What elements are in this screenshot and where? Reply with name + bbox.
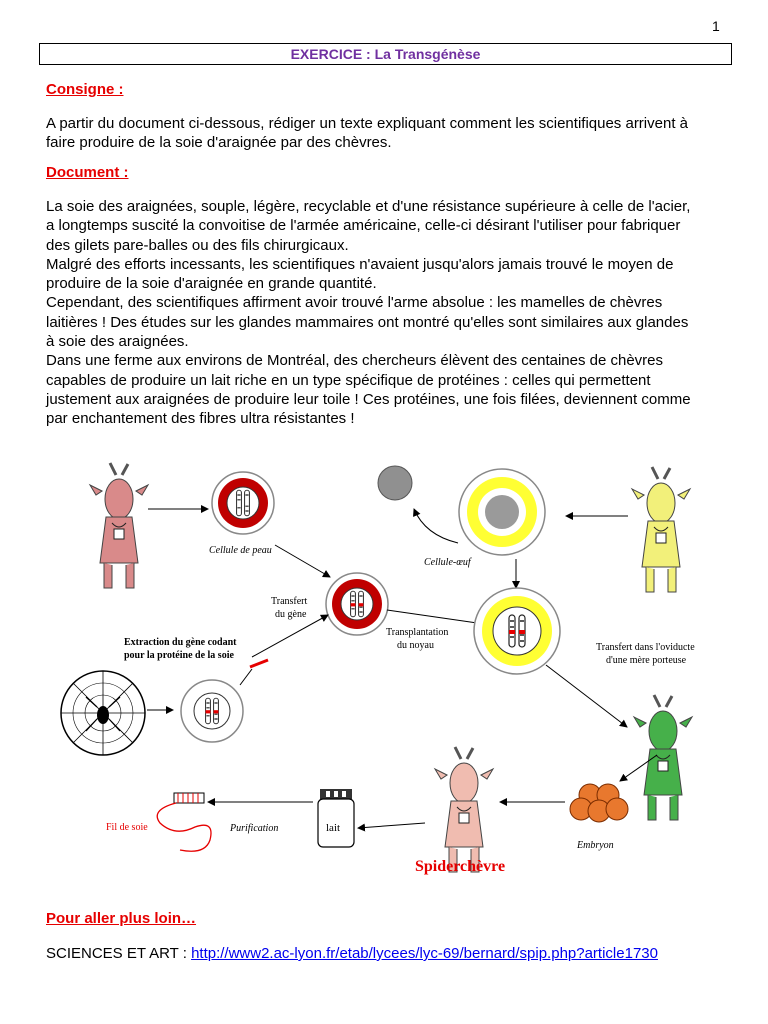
removed-nucleus: [378, 466, 412, 500]
gene-transfer-cell: [326, 573, 388, 635]
milk-bottle: [318, 789, 354, 847]
silk-thread-label: Fil de soie: [106, 822, 148, 833]
text-line: A partir du document ci-dessous, rédiger un texte expliquant comment les scientifiques arrivent à: [46, 115, 688, 132]
text-line: La soie des araignées, souple, légère, recyclable et d'une résistance supérieure à celle de l'acier,: [46, 198, 691, 215]
further-heading: Pour aller plus loin…: [46, 910, 197, 927]
text-line: a longtemps suscité la convoitise de l'armée américaine, celle-ci désirant l'utiliser pour fabriquer: [46, 217, 681, 235]
transplantation-label-1: Transplantation: [386, 627, 449, 638]
extraction-label-2: pour la protéine de la soie: [124, 650, 234, 661]
document-heading: Document :: [46, 164, 129, 181]
silk-gene-fragment: [250, 660, 268, 667]
consigne-text: [46, 114, 726, 153]
transfer-gene-label-1: Transfert: [271, 596, 308, 607]
extraction-label-1: Extraction du gène codant: [124, 637, 237, 648]
text-line: par enchantement des fibres ultra résistantes !: [46, 410, 355, 428]
purification-label: Purification: [230, 823, 279, 834]
article-link[interactable]: http://www2.ac-lyon.fr/etab/lycees/lyc-69/bernard/spip.php?article1730: [191, 945, 658, 962]
oviduct-label-1: Transfert dans l'oviducte: [596, 642, 695, 653]
text-line: Dans une ferme aux environs de Montréal, des chercheurs élèvent des centaines de chèvres: [46, 352, 664, 370]
yellow-goat: [632, 467, 690, 592]
consigne-heading: Consigne :: [46, 81, 124, 98]
text-line: Cependant, des scientifiques affirment avoir trouvé l'arme absolue : les mamelles de chèvres: [46, 294, 663, 312]
further-line: [46, 944, 726, 963]
spider-web: [61, 671, 145, 755]
text-line: à soie des araignées.: [46, 333, 189, 351]
transplantation-label-2: du noyau: [397, 640, 434, 651]
text-line: Malgré des efforts incessants, les scientifiques n'avaient jusqu'alors jamais trouvé le moyen de: [46, 255, 674, 273]
egg-cell-label: Cellule-œuf: [424, 557, 471, 568]
egg-cell: [459, 469, 545, 555]
text-line: produire de la soie d'araignée en grande quantité.: [46, 275, 377, 293]
text-line: justement aux araignées de produire leur toile ! Ces protéines, une fois filées, deviennent comme: [46, 390, 691, 408]
embryo: [570, 784, 628, 822]
silk-thread: [157, 793, 211, 851]
red-goat: [90, 463, 148, 588]
text-line: faire produire de la soie d'araignée par des chèvres.: [46, 134, 392, 152]
text-line: laitières ! Des études sur les glandes mammaires ont montré qu'elles sont similaires aux glandes: [46, 313, 689, 331]
surrogate-goat: [634, 695, 692, 820]
page-title: EXERCICE : La Transgénèse: [39, 43, 732, 65]
further-prefix: SCIENCES ET ART :: [46, 945, 192, 962]
skin-cell-label: Cellule de peau: [209, 545, 272, 556]
oviduct-label-2: d'une mère porteuse: [606, 655, 687, 666]
transgenesis-diagram: [0, 445, 768, 895]
spider-cell: [181, 680, 243, 742]
document-text: [46, 197, 726, 429]
embryo-label: Embryon: [577, 840, 614, 851]
skin-cell: [212, 472, 274, 534]
page-number: 1: [712, 18, 720, 34]
spiderchevre-goat: [435, 747, 493, 872]
transfer-gene-label-2: du gène: [275, 609, 307, 620]
text-line: des gilets pare-balles ou des fils chirurgicaux.: [46, 236, 349, 254]
modified-egg-cell: [474, 588, 560, 674]
text-line: capables de produire un lait riche en un type spécifique de protéines : celles qui permettent: [46, 371, 651, 389]
milk-label: lait: [326, 822, 341, 834]
spiderchevre-label: Spiderchèvre: [415, 858, 506, 875]
